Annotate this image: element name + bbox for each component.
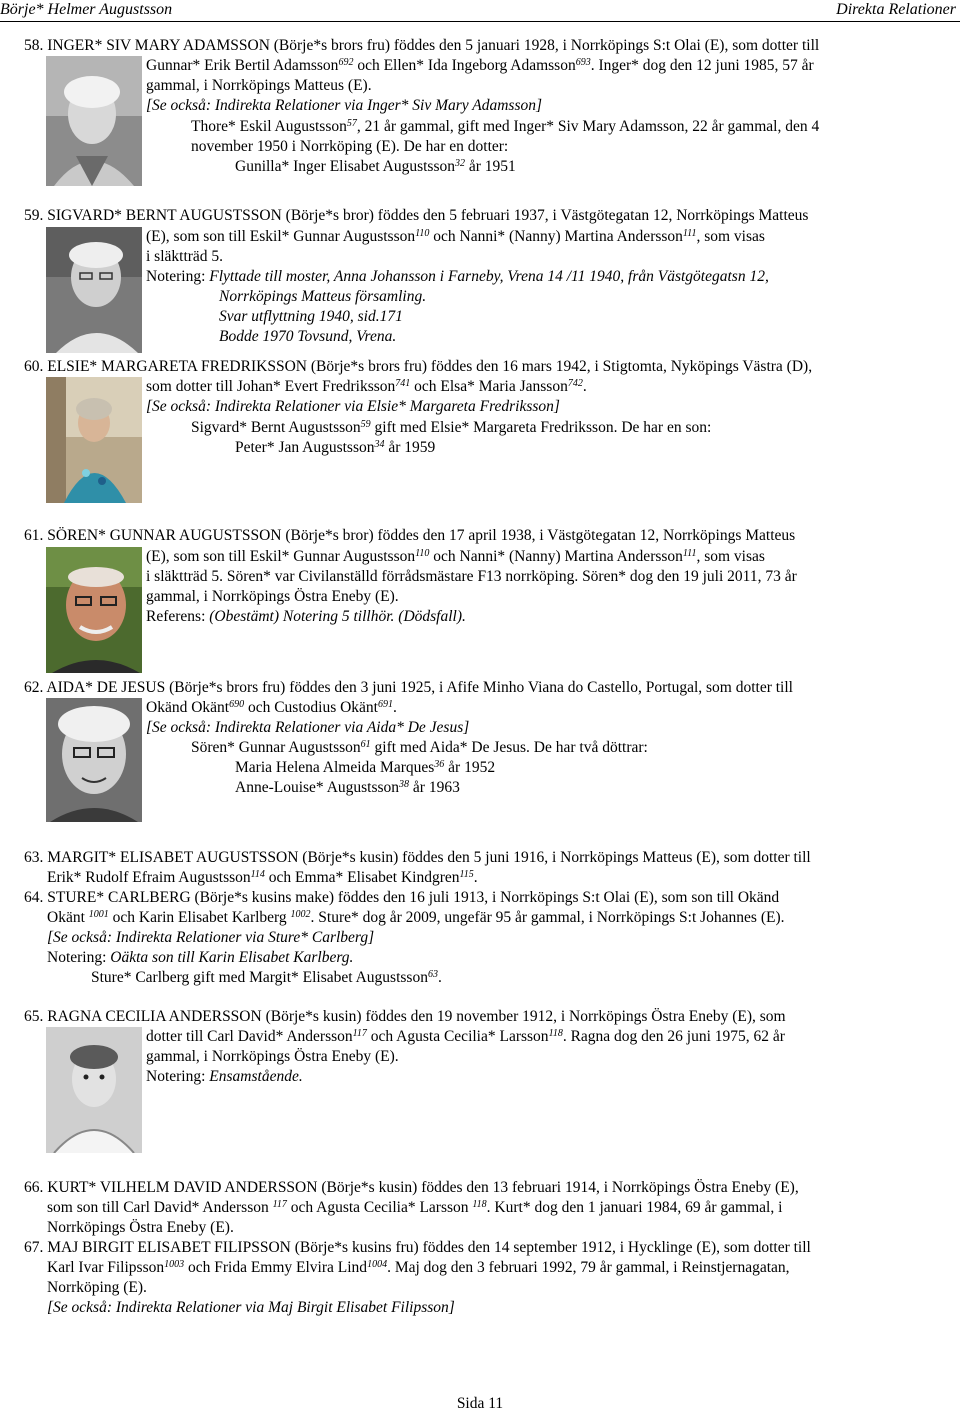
entry-58-see-also: [Se också: Indirekta Relationer via Inger* Siv Mary Adamsson] bbox=[146, 97, 543, 114]
entry-59-note-4: Bodde 1970 Tovsund, Vrena. bbox=[219, 328, 397, 345]
entry-61-line2: (E), som son till Eskil* Gunnar Augustsson$^{110}$ och Nanni* (Nanny) Martina Andersson$^{111}$, som visas bbox=[146, 548, 765, 565]
entry-60-see-also: [Se också: Indirekta Relationer via Elsie* Margareta Fredriksson] bbox=[146, 398, 560, 415]
entry-62-line1: 62. AIDA* DE JESUS (Börje*s brors fru) föddes den 3 juni 1925, i Afife Minho Viana do Castello, Portugal, som dotter till bbox=[24, 679, 793, 696]
entry-59-line2: (E), som son till Eskil* Gunnar Augustsson$^{110}$ och Nanni* (Nanny) Martina Andersson$^{111}$, som visas bbox=[146, 228, 765, 245]
entry-61-reference: Referens: (Obestämt) Notering 5 tillhör. (Dödsfall). bbox=[146, 608, 466, 625]
entry-64-marriage-1: Sture* Carlberg gift med Margit* Elisabet Augustsson$^{63}$. bbox=[91, 969, 442, 986]
entry-64-line2: Okänt $^{1001}$ och Karin Elisabet Karlberg $^{1002}$. Sture* dog år 2009, ungefär 95 år gammal, i Norrköpings S:t Johannes (E). bbox=[47, 909, 785, 926]
entry-58-line1: 58. INGER* SIV MARY ADAMSSON (Börje*s brors fru) föddes den 5 januari 1928, i Norrköpings S:t Olai (E), som dotter till bbox=[24, 37, 820, 54]
entry-65-note: Notering: Ensamstående. bbox=[146, 1068, 303, 1085]
entry-63-line1: 63. MARGIT* ELISABET AUGUSTSSON (Börje*s kusin) föddes den 5 juni 1916, i Norrköpings Matteus (E), som dotter till bbox=[24, 849, 811, 866]
entry-67-see-also: [Se också: Indirekta Relationer via Maj Birgit Elisabet Filipsson] bbox=[47, 1299, 455, 1316]
entry-58-marriage-2: november 1950 i Norrköping (E). De har en dotter: bbox=[191, 138, 509, 155]
entry-67-line3: Norrköping (E). bbox=[47, 1279, 147, 1296]
portrait-ragna-photo bbox=[46, 1027, 142, 1153]
entry-62-child-1: Maria Helena Almeida Marques$^{36}$ år 1952 bbox=[235, 759, 496, 776]
entry-58-line2: Gunnar* Erik Bertil Adamsson$^{692}$ och Ellen* Ida Ingeborg Adamsson$^{693}$. Inger* dog den 12 juni 1985, 57 år bbox=[146, 57, 814, 74]
header-right: Direkta Relationer bbox=[836, 1, 956, 18]
entry-64-line1: 64. STURE* CARLBERG (Börje*s kusins make) föddes den 16 juli 1913, i Norrköpings S:t Olai (E), som son till Okänd bbox=[24, 889, 780, 906]
portrait-inger-photo bbox=[46, 56, 142, 186]
entry-59-note-3: Svar utflyttning 1940, sid.171 bbox=[219, 308, 403, 325]
page-number: Sida 11 bbox=[456, 1395, 504, 1412]
entry-64-note: Notering: Oäkta son till Karin Elisabet Karlberg. bbox=[47, 949, 354, 966]
entry-58-marriage-1: Thore* Eskil Augustsson$^{57}$, 21 år gammal, gift med Inger* Siv Mary Adamsson, 22 år gammal, den 4 bbox=[191, 118, 820, 135]
header-left: Börje* Helmer Augustsson bbox=[0, 1, 173, 18]
entry-62-line2: Okänd Okänt$^{690}$ och Custodius Okänt$^{691}$. bbox=[146, 699, 397, 716]
entry-63-line2: Erik* Rudolf Efraim Augustsson$^{114}$ och Emma* Elisabet Kindgren$^{115}$. bbox=[47, 869, 478, 886]
entry-64-see-also: [Se också: Indirekta Relationer via Sture* Carlberg] bbox=[47, 929, 375, 946]
entry-60-line2: som dotter till Johan* Evert Fredriksson$^{741}$ och Elsa* Maria Jansson$^{742}$. bbox=[146, 378, 587, 395]
entry-58-child-1: Gunilla* Inger Elisabet Augustsson$^{32}$ år 1951 bbox=[235, 158, 516, 175]
entry-59-note-2: Norrköpings Matteus församling. bbox=[219, 288, 427, 305]
entry-66-line1: 66. KURT* VILHELM DAVID ANDERSSON (Börje*s kusin) föddes den 13 februari 1914, i Norrköpings Östra Eneby (E), bbox=[24, 1179, 799, 1196]
entry-61-line4: gammal, i Norrköpings Östra Eneby (E). bbox=[146, 588, 399, 605]
entry-60-line1: 60. ELSIE* MARGARETA FREDRIKSSON (Börje*s brors fru) föddes den 16 mars 1942, i Stigtomta, Nyköpings Västra (D), bbox=[24, 358, 813, 375]
portrait-aida-photo bbox=[46, 698, 142, 822]
entry-66-line2: som son till Carl David* Andersson $^{117}$ och Agusta Cecilia* Larsson $^{118}$. Kurt* dog den 1 januari 1984, 69 år gammal, i bbox=[47, 1199, 783, 1216]
header-rule bbox=[0, 21, 960, 22]
entry-62-see-also: [Se också: Indirekta Relationer via Aida* De Jesus] bbox=[146, 719, 470, 736]
entry-61-line3: i släktträd 5. Sören* var Civilanställd förrådsmästare F13 norrköping. Sören* dog den 19 juli 2011, 73 år bbox=[146, 568, 797, 585]
entry-65-line1: 65. RAGNA CECILIA ANDERSSON (Börje*s kusin) föddes den 19 november 1912, i Norrköpings Östra Eneby (E), som bbox=[24, 1008, 786, 1025]
entry-58-line3: gammal, i Norrköpings Matteus (E). bbox=[146, 77, 372, 94]
portrait-elsie-photo bbox=[46, 377, 142, 503]
entry-61-line1: 61. SÖREN* GUNNAR AUGUSTSSON (Börje*s bror) föddes den 17 april 1938, i Västgötegatan 12, Norrköpings Matteus bbox=[24, 527, 796, 544]
portrait-sigvard-photo bbox=[46, 227, 142, 353]
entry-65-line2: dotter till Carl David* Andersson$^{117}$ och Agusta Cecilia* Larsson$^{118}$. Ragna dog den 26 juni 1975, 62 år bbox=[146, 1028, 785, 1045]
entry-59-line3: i släktträd 5. bbox=[146, 248, 224, 265]
entry-62-child-2: Anne-Louise* Augustsson$^{38}$ år 1963 bbox=[235, 779, 460, 796]
entry-66-line3: Norrköpings Östra Eneby (E). bbox=[47, 1219, 234, 1236]
entry-65-line3: gammal, i Norrköpings Östra Eneby (E). bbox=[146, 1048, 399, 1065]
entry-67-line2: Karl Ivar Filipsson$^{1003}$ och Frida Emmy Elvira Lind$^{1004}$. Maj dog den 3 februari 1992, 79 år gammal, i Reinstjernagatan, bbox=[47, 1259, 790, 1276]
portrait-soren-photo bbox=[46, 547, 142, 673]
entry-60-child-1: Peter* Jan Augustsson$^{34}$ år 1959 bbox=[235, 439, 436, 456]
entry-59-note-1: Notering: Flyttade till moster, Anna Johansson i Farneby, Vrena 14 /11 1940, från Västgötegatsn 12, bbox=[146, 268, 769, 285]
entry-67-line1: 67. MAJ BIRGIT ELISABET FILIPSSON (Börje*s kusins fru) föddes den 14 september 1912, i Hycklinge (E), som dotter till bbox=[24, 1239, 811, 1256]
entry-62-marriage-1: Sören* Gunnar Augustsson$^{61}$ gift med Aida* De Jesus. De har två döttrar: bbox=[191, 739, 648, 756]
entry-60-marriage-1: Sigvard* Bernt Augustsson$^{59}$ gift med Elsie* Margareta Fredriksson. De har en son: bbox=[191, 419, 712, 436]
entry-59-line1: 59. SIGVARD* BERNT AUGUSTSSON (Börje*s bror) föddes den 5 februari 1937, i Västgötegatan 12, Norrköpings Matteus bbox=[24, 207, 809, 224]
